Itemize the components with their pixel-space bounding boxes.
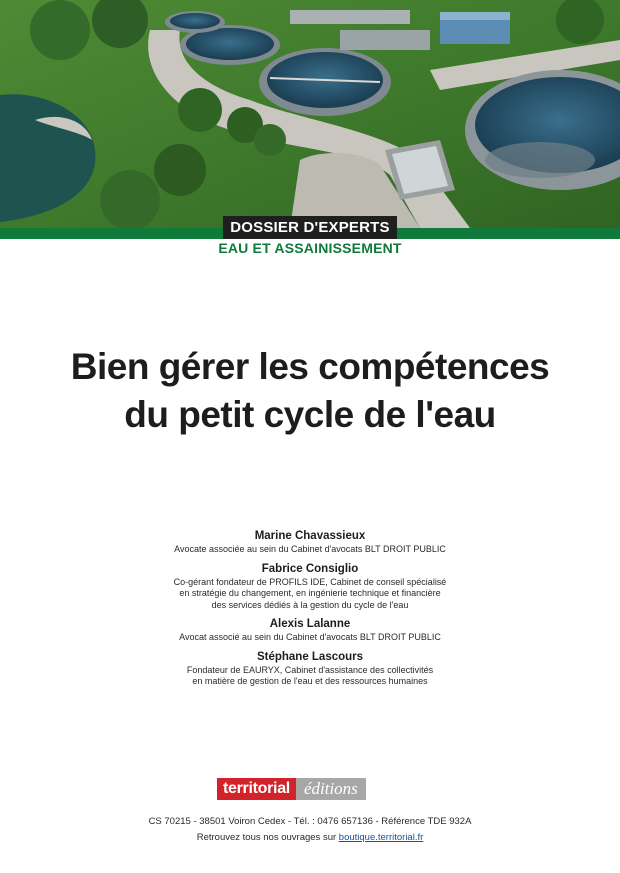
author-item [0, 650, 620, 688]
series-label [223, 216, 397, 239]
author-name: Fabrice Consiglio [261, 562, 359, 575]
author-name: Stéphane Lascours [256, 650, 364, 663]
subtitle: EAU ET ASSAINISSEMENT [218, 240, 402, 256]
series-label-text: DOSSIER D'EXPERTS [230, 219, 390, 236]
author-desc: Avocate associée au sein du Cabinet d'avocats BLT DROIT PUBLIC [174, 544, 446, 554]
author-desc: des services dédiés à la gestion du cycle de l'eau [211, 599, 409, 610]
cover-photo [0, 0, 620, 228]
shop-text: Retrouvez tous nos ouvrages sur [196, 832, 339, 843]
page-title [0, 343, 620, 439]
author-item [0, 529, 620, 556]
author-name: Marine Chavassieux [254, 530, 366, 542]
shop-line [0, 832, 620, 843]
authors-list [0, 529, 620, 694]
shop-link[interactable]: boutique.territorial.fr [338, 832, 424, 843]
logo-editions: éditions [296, 778, 366, 800]
publisher-address: CS 70215 - 38501 Voiron Cedex - Tél. : 0476 657136 - Référence TDE 932A [148, 816, 472, 827]
author-desc: Co-gérant fondateur de PROFILS IDE, Cabinet de conseil spécialisé [173, 576, 447, 587]
author-desc: Avocat associé au sein du Cabinet d'avocats BLT DROIT PUBLIC [179, 632, 441, 642]
author-desc: Fondateur de EAURYX, Cabinet d'assistance des collectivités [186, 664, 434, 675]
author-desc: en stratégie du changement, en ingénierie technique et financière [179, 588, 441, 598]
logo-territorial: territorial [217, 778, 296, 800]
author-item [0, 562, 620, 612]
author-item [0, 617, 620, 644]
title-line-1: Bien gérer les compétences [70, 346, 550, 387]
author-name: Alexis Lalanne [269, 618, 351, 630]
publisher-logo [217, 778, 366, 800]
title-line-2: du petit cycle de l'eau [124, 394, 496, 435]
author-desc: en matière de gestion de l'eau et des ressources humaines [192, 676, 428, 686]
